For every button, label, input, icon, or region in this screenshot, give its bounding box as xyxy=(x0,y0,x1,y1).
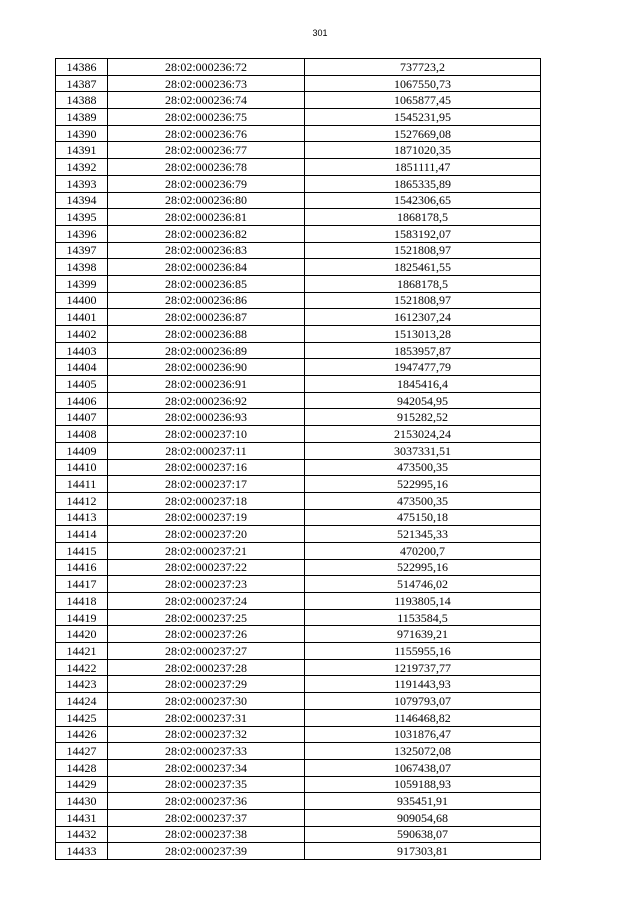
value-cell: 1153584,5 xyxy=(305,609,541,626)
table-row xyxy=(56,476,541,493)
value-cell: 1513013,28 xyxy=(305,326,541,343)
table-row xyxy=(56,59,541,76)
cadastral-number-cell: 28:02:000236:74 xyxy=(108,92,305,109)
row-number-cell: 14427 xyxy=(56,743,108,760)
row-number-cell: 14392 xyxy=(56,159,108,176)
row-number-cell: 14402 xyxy=(56,326,108,343)
cadastral-number-cell: 28:02:000237:39 xyxy=(108,843,305,860)
table-row xyxy=(56,259,541,276)
table-row xyxy=(56,759,541,776)
row-number-cell: 14430 xyxy=(56,793,108,810)
value-cell: 521345,33 xyxy=(305,526,541,543)
table-row xyxy=(56,225,541,242)
value-cell: 1527669,08 xyxy=(305,125,541,142)
cadastral-number-cell: 28:02:000237:23 xyxy=(108,576,305,593)
value-cell: 1947477,79 xyxy=(305,359,541,376)
value-cell: 475150,18 xyxy=(305,509,541,526)
value-cell: 917303,81 xyxy=(305,843,541,860)
table-row xyxy=(56,626,541,643)
cadastral-number-cell: 28:02:000236:78 xyxy=(108,159,305,176)
cadastral-number-cell: 28:02:000236:85 xyxy=(108,275,305,292)
table-row xyxy=(56,776,541,793)
value-cell: 1146468,82 xyxy=(305,709,541,726)
cadastral-number-cell: 28:02:000236:76 xyxy=(108,125,305,142)
row-number-cell: 14388 xyxy=(56,92,108,109)
cadastral-number-cell: 28:02:000236:89 xyxy=(108,342,305,359)
row-number-cell: 14417 xyxy=(56,576,108,593)
table-row xyxy=(56,593,541,610)
cadastral-number-cell: 28:02:000237:29 xyxy=(108,676,305,693)
row-number-cell: 14416 xyxy=(56,559,108,576)
table-row xyxy=(56,643,541,660)
table-row xyxy=(56,542,541,559)
row-number-cell: 14428 xyxy=(56,759,108,776)
value-cell: 1067438,07 xyxy=(305,759,541,776)
row-number-cell: 14412 xyxy=(56,492,108,509)
table-row xyxy=(56,526,541,543)
table-body xyxy=(56,59,541,860)
cadastral-number-cell: 28:02:000237:20 xyxy=(108,526,305,543)
cadastral-number-cell: 28:02:000236:91 xyxy=(108,376,305,393)
cadastral-number-cell: 28:02:000237:37 xyxy=(108,809,305,826)
value-cell: 915282,52 xyxy=(305,409,541,426)
value-cell: 3037331,51 xyxy=(305,442,541,459)
row-number-cell: 14419 xyxy=(56,609,108,626)
value-cell: 1521808,97 xyxy=(305,242,541,259)
row-number-cell: 14404 xyxy=(56,359,108,376)
table-row xyxy=(56,209,541,226)
table-row xyxy=(56,359,541,376)
table-row xyxy=(56,109,541,126)
table-row xyxy=(56,793,541,810)
cadastral-number-cell: 28:02:000237:22 xyxy=(108,559,305,576)
cadastral-number-cell: 28:02:000237:24 xyxy=(108,593,305,610)
cadastral-number-cell: 28:02:000237:25 xyxy=(108,609,305,626)
value-cell: 1067550,73 xyxy=(305,75,541,92)
cadastral-number-cell: 28:02:000237:31 xyxy=(108,709,305,726)
value-cell: 1325072,08 xyxy=(305,743,541,760)
row-number-cell: 14400 xyxy=(56,292,108,309)
table-row xyxy=(56,809,541,826)
row-number-cell: 14389 xyxy=(56,109,108,126)
value-cell: 909054,68 xyxy=(305,809,541,826)
value-cell: 737723,2 xyxy=(305,59,541,76)
cadastral-number-cell: 28:02:000237:34 xyxy=(108,759,305,776)
row-number-cell: 14403 xyxy=(56,342,108,359)
table-row xyxy=(56,376,541,393)
value-cell: 1845416,4 xyxy=(305,376,541,393)
row-number-cell: 14397 xyxy=(56,242,108,259)
value-cell: 522995,16 xyxy=(305,476,541,493)
cadastral-number-cell: 28:02:000237:38 xyxy=(108,826,305,843)
table-row xyxy=(56,309,541,326)
value-cell: 2153024,24 xyxy=(305,426,541,443)
cadastral-number-cell: 28:02:000237:35 xyxy=(108,776,305,793)
row-number-cell: 14413 xyxy=(56,509,108,526)
cadastral-number-cell: 28:02:000237:19 xyxy=(108,509,305,526)
cadastral-number-cell: 28:02:000237:16 xyxy=(108,459,305,476)
cadastral-number-cell: 28:02:000237:27 xyxy=(108,643,305,660)
row-number-cell: 14408 xyxy=(56,426,108,443)
value-cell: 1155955,16 xyxy=(305,643,541,660)
cadastral-number-cell: 28:02:000236:75 xyxy=(108,109,305,126)
row-number-cell: 14431 xyxy=(56,809,108,826)
row-number-cell: 14401 xyxy=(56,309,108,326)
row-number-cell: 14421 xyxy=(56,643,108,660)
value-cell: 1853957,87 xyxy=(305,342,541,359)
value-cell: 935451,91 xyxy=(305,793,541,810)
cadastral-number-cell: 28:02:000237:33 xyxy=(108,743,305,760)
value-cell: 514746,02 xyxy=(305,576,541,593)
row-number-cell: 14415 xyxy=(56,542,108,559)
cadastral-number-cell: 28:02:000236:72 xyxy=(108,59,305,76)
row-number-cell: 14420 xyxy=(56,626,108,643)
cadastral-number-cell: 28:02:000237:28 xyxy=(108,659,305,676)
table-row xyxy=(56,726,541,743)
table-row xyxy=(56,409,541,426)
value-cell: 1825461,55 xyxy=(305,259,541,276)
cadastral-number-cell: 28:02:000237:36 xyxy=(108,793,305,810)
value-cell: 522995,16 xyxy=(305,559,541,576)
cadastral-number-cell: 28:02:000237:32 xyxy=(108,726,305,743)
value-cell: 1079793,07 xyxy=(305,693,541,710)
table-row xyxy=(56,159,541,176)
cadastral-number-cell: 28:02:000236:86 xyxy=(108,292,305,309)
row-number-cell: 14398 xyxy=(56,259,108,276)
value-cell: 473500,35 xyxy=(305,492,541,509)
table-row xyxy=(56,459,541,476)
value-cell: 942054,95 xyxy=(305,392,541,409)
table-row xyxy=(56,559,541,576)
value-cell: 1219737,77 xyxy=(305,659,541,676)
value-cell: 1545231,95 xyxy=(305,109,541,126)
row-number-cell: 14406 xyxy=(56,392,108,409)
cadastral-number-cell: 28:02:000236:81 xyxy=(108,209,305,226)
row-number-cell: 14391 xyxy=(56,142,108,159)
row-number-cell: 14433 xyxy=(56,843,108,860)
value-cell: 1521808,97 xyxy=(305,292,541,309)
cadastral-number-cell: 28:02:000236:77 xyxy=(108,142,305,159)
table-row xyxy=(56,242,541,259)
cadastral-number-cell: 28:02:000236:79 xyxy=(108,175,305,192)
table-row xyxy=(56,92,541,109)
table-row xyxy=(56,609,541,626)
table-row xyxy=(56,326,541,343)
table-row xyxy=(56,392,541,409)
cadastral-value-table xyxy=(55,58,541,860)
value-cell: 473500,35 xyxy=(305,459,541,476)
table-row xyxy=(56,175,541,192)
table-row xyxy=(56,342,541,359)
cadastral-number-cell: 28:02:000236:82 xyxy=(108,225,305,242)
row-number-cell: 14425 xyxy=(56,709,108,726)
value-cell: 1193805,14 xyxy=(305,593,541,610)
row-number-cell: 14395 xyxy=(56,209,108,226)
cadastral-number-cell: 28:02:000237:21 xyxy=(108,542,305,559)
row-number-cell: 14411 xyxy=(56,476,108,493)
row-number-cell: 14387 xyxy=(56,75,108,92)
row-number-cell: 14424 xyxy=(56,693,108,710)
value-cell: 1542306,65 xyxy=(305,192,541,209)
row-number-cell: 14393 xyxy=(56,175,108,192)
row-number-cell: 14405 xyxy=(56,376,108,393)
value-cell: 1865335,89 xyxy=(305,175,541,192)
value-cell: 1065877,45 xyxy=(305,92,541,109)
row-number-cell: 14432 xyxy=(56,826,108,843)
row-number-cell: 14429 xyxy=(56,776,108,793)
table-row xyxy=(56,693,541,710)
row-number-cell: 14422 xyxy=(56,659,108,676)
cadastral-number-cell: 28:02:000237:17 xyxy=(108,476,305,493)
cadastral-number-cell: 28:02:000236:90 xyxy=(108,359,305,376)
value-cell: 1851111,47 xyxy=(305,159,541,176)
cadastral-number-cell: 28:02:000236:87 xyxy=(108,309,305,326)
cadastral-number-cell: 28:02:000236:93 xyxy=(108,409,305,426)
value-cell: 1583192,07 xyxy=(305,225,541,242)
cadastral-number-cell: 28:02:000237:18 xyxy=(108,492,305,509)
table-row xyxy=(56,442,541,459)
row-number-cell: 14423 xyxy=(56,676,108,693)
cadastral-number-cell: 28:02:000236:80 xyxy=(108,192,305,209)
table-row xyxy=(56,492,541,509)
cadastral-number-cell: 28:02:000237:30 xyxy=(108,693,305,710)
cadastral-number-cell: 28:02:000237:10 xyxy=(108,426,305,443)
value-cell: 1612307,24 xyxy=(305,309,541,326)
value-cell: 470200,7 xyxy=(305,542,541,559)
row-number-cell: 14390 xyxy=(56,125,108,142)
cadastral-number-cell: 28:02:000236:73 xyxy=(108,75,305,92)
page-number: 301 xyxy=(312,28,328,38)
value-cell: 590638,07 xyxy=(305,826,541,843)
table-row xyxy=(56,709,541,726)
row-number-cell: 14394 xyxy=(56,192,108,209)
cadastral-number-cell: 28:02:000237:11 xyxy=(108,442,305,459)
value-cell: 1059188,93 xyxy=(305,776,541,793)
row-number-cell: 14426 xyxy=(56,726,108,743)
table-row xyxy=(56,292,541,309)
value-cell: 1191443,93 xyxy=(305,676,541,693)
table-row xyxy=(56,426,541,443)
table-row xyxy=(56,142,541,159)
cadastral-number-cell: 28:02:000236:83 xyxy=(108,242,305,259)
table-row xyxy=(56,659,541,676)
cadastral-number-cell: 28:02:000237:26 xyxy=(108,626,305,643)
row-number-cell: 14410 xyxy=(56,459,108,476)
table-row xyxy=(56,192,541,209)
table-row xyxy=(56,743,541,760)
row-number-cell: 14407 xyxy=(56,409,108,426)
row-number-cell: 14386 xyxy=(56,59,108,76)
row-number-cell: 14414 xyxy=(56,526,108,543)
row-number-cell: 14409 xyxy=(56,442,108,459)
cadastral-number-cell: 28:02:000236:88 xyxy=(108,326,305,343)
cadastral-number-cell: 28:02:000236:92 xyxy=(108,392,305,409)
table-row xyxy=(56,75,541,92)
table-row xyxy=(56,509,541,526)
value-cell: 1031876,47 xyxy=(305,726,541,743)
table-row xyxy=(56,826,541,843)
value-cell: 1871020,35 xyxy=(305,142,541,159)
row-number-cell: 14396 xyxy=(56,225,108,242)
value-cell: 1868178,5 xyxy=(305,275,541,292)
value-cell: 1868178,5 xyxy=(305,209,541,226)
value-cell: 971639,21 xyxy=(305,626,541,643)
table-row xyxy=(56,275,541,292)
row-number-cell: 14399 xyxy=(56,275,108,292)
table-row xyxy=(56,676,541,693)
table-row xyxy=(56,576,541,593)
cadastral-number-cell: 28:02:000236:84 xyxy=(108,259,305,276)
table-row xyxy=(56,843,541,860)
table-row xyxy=(56,125,541,142)
row-number-cell: 14418 xyxy=(56,593,108,610)
